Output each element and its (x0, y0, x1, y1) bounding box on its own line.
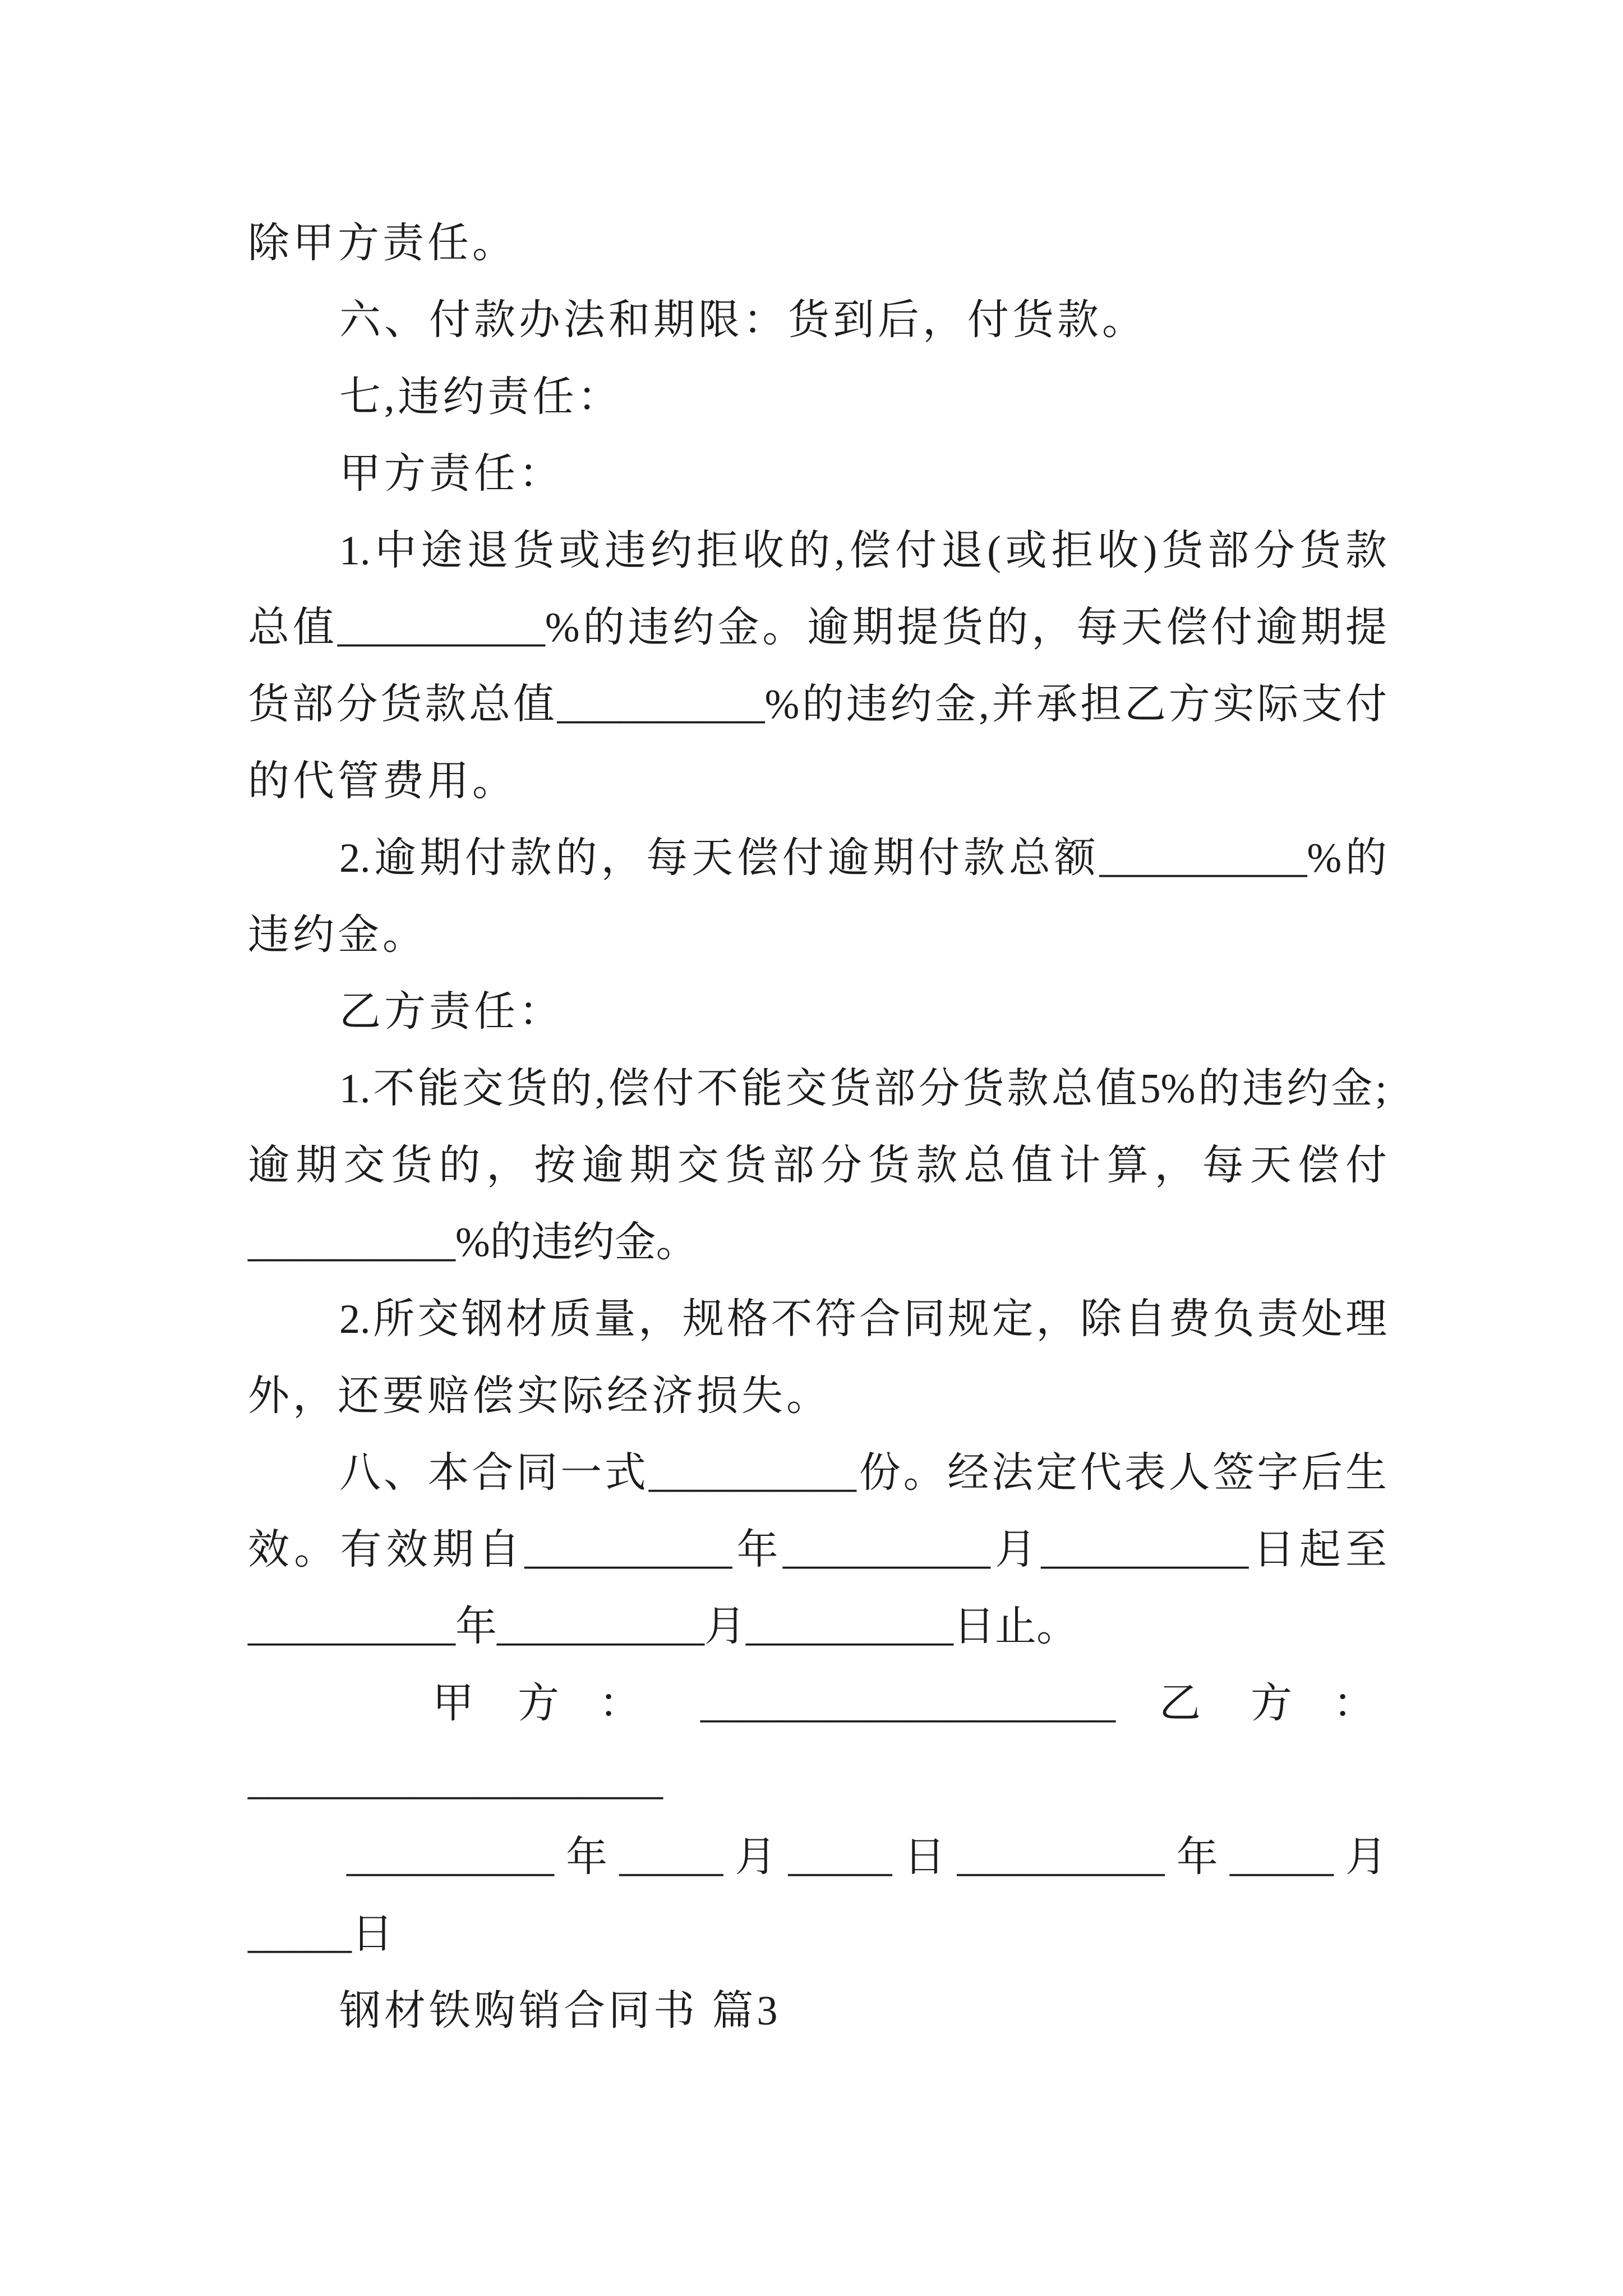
validity-period-line: 效。有效期自__________年__________月__________日起至 (248, 1527, 1387, 1573)
next-section-heading: 钢材铁购销合同书 篇3 (339, 1988, 781, 2034)
contract-line: 2.所交钢材质量，规格不符合同规定，除自费负责处理 (339, 1296, 1387, 1342)
signing-date-line: __________年_____月_____日__________年_____月 (347, 1834, 1387, 1880)
party-a-label-char: ： (599, 1681, 640, 1727)
contract-line: 货部分货款总值__________%的违约金,并承担乙方实际支付 (248, 682, 1387, 728)
contract-line: 2.逾期付款的，每天偿付逾期付款总额__________%的 (339, 835, 1387, 881)
signing-date-line-end: _____日 (248, 1911, 393, 1957)
party-a-label-char: 方 (518, 1681, 559, 1727)
section-heading: 七,违约责任： (339, 374, 623, 420)
party-b-label-char: ： (1333, 1681, 1375, 1727)
party-b-signature-blank: ____________________ (248, 1757, 663, 1803)
contract-line: 逾期交货的，按逾期交货部分货款总值计算，每天偿付 (248, 1143, 1387, 1189)
party-b-liability-heading: 乙方责任： (339, 989, 564, 1035)
signature-line (0, 1665, 1623, 1742)
contract-line: 1.中途退货或违约拒收的,偿付退(或拒收)货部分货款 (339, 528, 1387, 574)
party-b-label-char: 乙 (1159, 1681, 1201, 1727)
contract-line: 外，还要赔偿实际经济损失。 (248, 1373, 831, 1419)
contract-line: __________%的违约金。 (248, 1220, 698, 1266)
party-a-liability-heading: 甲方责任： (339, 451, 564, 497)
party-a-label-char: 甲 (432, 1681, 474, 1727)
party-a-signature-blank: ____________________ (700, 1681, 1115, 1727)
contract-line: 违约金。 (248, 912, 427, 958)
contract-line: 八、本合同一式__________份。经法定代表人签字后生 (339, 1450, 1387, 1496)
party-b-label-char: 方 (1251, 1681, 1292, 1727)
contract-line: 除甲方责任。 (248, 220, 517, 266)
validity-period-line: __________年__________月__________日止。 (248, 1604, 1078, 1650)
contract-line: 的代管费用。 (248, 758, 517, 804)
contract-line: 总值__________%的违约金。逾期提货的，每天偿付逾期提 (248, 605, 1387, 651)
contract-line: 1.不能交货的,偿付不能交货部分货款总值5%的违约金; (339, 1066, 1387, 1112)
payment-terms-line: 六、付款办法和期限：货到后，付货款。 (339, 297, 1147, 343)
